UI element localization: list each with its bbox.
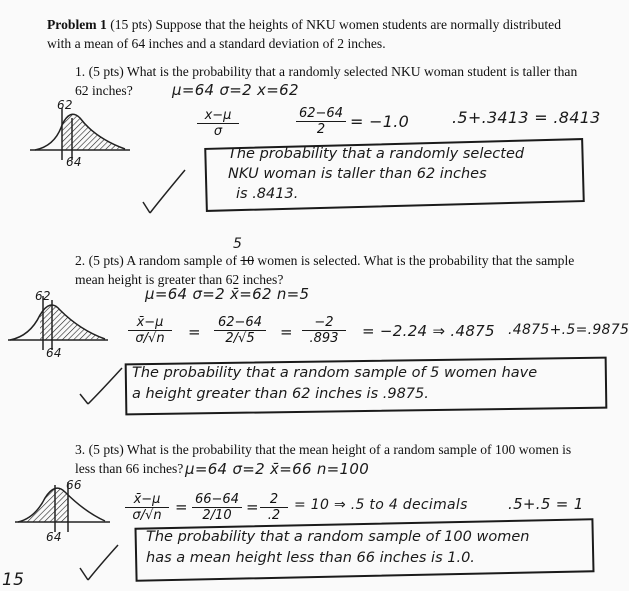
q3-calc2-den: .2: [267, 508, 281, 523]
q1-formula-num: x−μ: [197, 108, 239, 124]
q3-curve-label-top: 66: [66, 478, 82, 492]
q1-calc-den: 2: [316, 122, 326, 137]
q2-normal-curve-sketch: [8, 296, 108, 350]
q1-number: 1.: [75, 64, 86, 79]
q2-check-mark: [88, 368, 122, 404]
q3-eq2: =: [246, 498, 259, 516]
q3-calc2-num: 2: [260, 492, 288, 508]
q2-calc2-den: .893: [309, 331, 339, 346]
q3-answer-line2: has a mean height less than 66 inches is 1.0.: [146, 550, 475, 566]
q1-line2: 62 inches?: [75, 83, 133, 98]
q3-line1: What is the probability that the mean height of a random sample of 100 women is: [126, 442, 572, 457]
q3-calc1-den: 2/10: [202, 508, 232, 523]
problem-points: (15 pts): [110, 17, 153, 32]
q3-check-mark: [88, 545, 118, 580]
q1-line1: What is the probability that a randomly selected NKU woman student is taller than: [126, 64, 578, 79]
q2-sum: .4875+.5=.9875: [508, 322, 629, 338]
q2-curve-label-bottom: 64: [46, 346, 62, 360]
q1-check-mark: [150, 170, 185, 213]
q1-answer-line2: NKU woman is taller than 62 inches: [228, 166, 487, 182]
q1-sum: .5+.3413 = .8413: [452, 108, 601, 127]
q1-params: μ=64 σ=2 x=62: [172, 81, 299, 99]
q1-answer-line3: is .8413.: [236, 186, 299, 202]
q1-curve-label-bottom: 64: [66, 155, 82, 169]
q3-points: (5 pts): [88, 442, 124, 457]
q3-sum: .5+.5 = 1: [508, 495, 584, 513]
q2-calc2-num: −2: [302, 315, 346, 331]
q2-params: μ=64 σ=2 x̄=62 n=5: [145, 285, 310, 303]
score-mark: 15: [2, 570, 25, 590]
q2-eq1: =: [188, 323, 201, 341]
q3-normal-curve-sketch: [15, 482, 110, 532]
q3-calc1-num: 66−64: [192, 492, 242, 508]
q2-insert-five: 5: [233, 236, 243, 252]
q3-line2: less than 66 inches?: [75, 461, 184, 476]
problem-intro-line1: Suppose that the heights of NKU women students are normally distributed: [155, 17, 561, 32]
q1-curve-label-top: 62: [57, 98, 73, 112]
q2-calc1-num: 62−64: [214, 315, 266, 331]
q3-params: μ=64 σ=2 x̄=66 n=100: [185, 460, 370, 478]
q2-line1-a: A random sample of: [126, 253, 238, 268]
q1-answer-line1: The probability that a randomly selected: [228, 146, 525, 162]
problem-title: Problem 1: [47, 17, 107, 32]
q2-number: 2.: [75, 253, 86, 268]
q1-normal-curve-sketch: [30, 108, 130, 160]
q3-number: 3.: [75, 442, 86, 457]
q3-answer-line1: The probability that a random sample of 100 women: [146, 529, 530, 545]
q3-formula-den: σ/√n: [132, 508, 162, 523]
q1-result: = −1.0: [350, 112, 410, 131]
q2-formula-num: x̄−μ: [128, 315, 172, 331]
q2-formula-den: σ/√n: [135, 331, 165, 346]
q2-result: = −2.24 ⇒ .4875: [362, 322, 495, 340]
q3-curve-label-bottom: 64: [46, 530, 62, 544]
q1-calc-num: 62−64: [296, 106, 346, 122]
q2-answer-line1: The probability that a random sample of 5 women have: [132, 365, 538, 381]
q2-answer-line2: a height greater than 62 inches is .9875.: [132, 386, 429, 402]
q1-formula-den: σ: [213, 124, 223, 139]
q1-points: (5 pts): [88, 64, 124, 79]
q3-eq1: =: [175, 498, 188, 516]
q2-line2: mean height is greater than 62 inches?: [75, 272, 284, 287]
q2-eq2: =: [280, 323, 293, 341]
q2-calc1-den: 2/√5: [225, 331, 255, 346]
q3-result: = 10 ⇒ .5 to 4 decimals: [294, 497, 468, 513]
q2-curve-label-top: 62: [35, 289, 51, 303]
q2-line1-struck: 10: [240, 253, 255, 268]
q2-points: (5 pts): [88, 253, 124, 268]
problem-intro-line2: with a mean of 64 inches and a standard deviation of 2 inches.: [47, 36, 386, 51]
q3-formula-num: x̄−μ: [125, 492, 169, 508]
q2-line1-b: women is selected. What is the probability that the sample: [257, 253, 575, 268]
